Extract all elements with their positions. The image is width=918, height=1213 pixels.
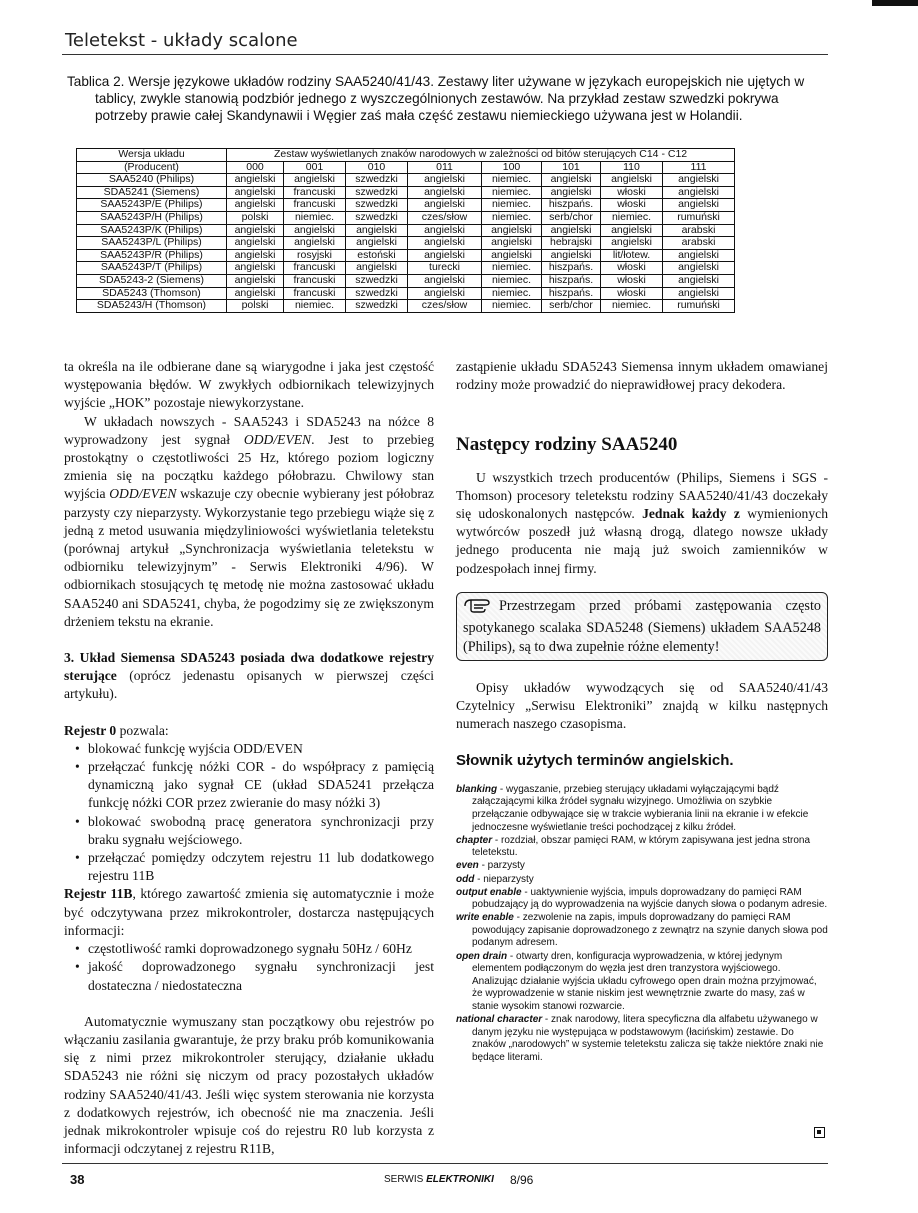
table-row [77, 262, 735, 275]
table-code-header: 100 [482, 161, 542, 174]
list-item: • przełączać pomiędzy odczytem rejestru 11 lub dodatkowego rejestru 11B [88, 849, 434, 885]
glossary-entry [456, 784, 828, 834]
glossary-term: blanking [456, 783, 498, 795]
glossary-definition: - znak narodowy, litera specyficzna dla alfabetu używanego w danym języku nie występująca w podstawowym (łacińskim) zestawie. Do znaków „narodowych” w systemie teletekstu zalicza się także niektóre znaki nie będące literami. [472, 1014, 824, 1063]
warning-note-box [456, 592, 828, 661]
language-cell: niemiec. [601, 300, 663, 313]
table-row [77, 300, 735, 313]
language-cell: angielski [227, 186, 284, 199]
language-cell: szwedzki [346, 274, 408, 287]
language-cell: rosyjski [284, 249, 346, 262]
language-cell: angielski [482, 224, 542, 237]
language-cell: angielski [227, 237, 284, 250]
language-cell: angielski [227, 274, 284, 287]
language-cell: szwedzki [346, 174, 408, 187]
table-row [77, 174, 735, 187]
language-cell: włoski [601, 186, 663, 199]
language-cell: angielski [227, 224, 284, 237]
glossary-definition: - otwarty dren, konfiguracja wyprowadzenia, w której jedynym elementem podłączonym do węzła jest dren tranzystora wyjściowego. Analizując działanie wyjścia układu cyfrowego open drain można przyjmować, że wyprowadzenie w stanie niskim jest wewnętrznie zwarte do masy, zaś w stanie wysokim stanowi rozwarcie. [472, 950, 817, 1012]
glossary-entry [456, 1014, 828, 1064]
language-cell: angielski [408, 237, 482, 250]
chip-version-cell: SDA5243 (Thomson) [77, 287, 227, 300]
language-cell: angielski [542, 249, 601, 262]
language-cell: polski [227, 211, 284, 224]
language-cell: szwedzki [346, 186, 408, 199]
chip-version-cell: SDA5243/H (Thomson) [77, 300, 227, 313]
chip-version-cell: SAA5243P/R (Philips) [77, 249, 227, 262]
glossary-entry [456, 912, 828, 950]
language-cell: angielski [482, 237, 542, 250]
left-paragraph-odd-even: W układach nowszych - SAA5243 i SDA5243 na nóżce 8 wyprowadzony jest sygnał ODD/EVEN. Jest to przebieg prostokątny o częstotliwości 25 Hz, którego poziom logiczny zmienia się na początku każdego półobrazu. Chwilowy stan wyjścia ODD/EVEN wskazuje czy obecnie wybierany jest półobraz parzysty czy nieparzysty. Wykorzystanie tego przebiegu wiąże się z jedną z metod usuwania międzyliniowości wyświetlania teletekstu (porównaj artykuł „Synchronizacja wyświetlania teletekstu w odbiorniku telewizyjnym” - Serwis Elektroniki 4/96). W odbiornikach stosujących tę metodę nie można zastosować układu SAA5240 ani SDA5241, chyba, że pogodzimy się ze zwiększonym drżeniem tekstu na ekranie. [64, 413, 435, 629]
language-cell: angielski [408, 287, 482, 300]
language-cell: polski [227, 300, 284, 313]
language-cell: włoski [601, 287, 663, 300]
language-cell: angielski [346, 237, 408, 250]
language-cell: angielski [346, 262, 408, 275]
page-header-title: Teletekst - układy scalone [65, 30, 298, 51]
language-cell: angielski [284, 224, 346, 237]
language-cell: arabski [663, 224, 735, 237]
language-cell: czes/słow [408, 211, 482, 224]
glossary-definition: - wygaszanie, przebieg sterujący układami wyłączającymi bądź załączającymi kilka źródeł sygnału wizyjnego. Umożliwia on szybkie przełączanie odbywające się w trakcie wybierania linii na ekranie i w efekcie jednoczesne wyświetlanie treści pochodzącej z kilku źródeł. [472, 783, 809, 833]
language-cell: szwedzki [346, 211, 408, 224]
register-11b-list [64, 940, 434, 995]
language-cell: niemiec. [482, 274, 542, 287]
language-cell: niemiec. [482, 199, 542, 212]
warning-note-text: Przestrzegam przed próbami zastępowania często spotykanego scalaka SDA5248 (Siemens) układem SAA5248 (Philips), są to dwa zupełnie różne elementy! [463, 597, 821, 655]
table-code-header: 011 [408, 161, 482, 174]
table-code-header: 111 [663, 161, 735, 174]
glossary-term: even [456, 860, 479, 872]
language-cell: niemiec. [601, 211, 663, 224]
language-cell: angielski [227, 249, 284, 262]
table-row [77, 287, 735, 300]
language-cell: estoński [346, 249, 408, 262]
language-cell: angielski [663, 174, 735, 187]
language-cell: hiszpańs. [542, 262, 601, 275]
table-row [77, 249, 735, 262]
page-number: 38 [70, 1172, 85, 1187]
language-cell: hiszpańs. [542, 287, 601, 300]
chip-version-cell: SAA5243P/H (Philips) [77, 211, 227, 224]
glossary-term: write enable [456, 912, 514, 924]
table-row [77, 199, 735, 212]
language-cell: niemiec. [482, 174, 542, 187]
table-row [77, 274, 735, 287]
language-cell: lit/łotew. [601, 249, 663, 262]
language-cell: angielski [408, 199, 482, 212]
language-cell: angielski [663, 262, 735, 275]
chip-version-cell: SAA5243P/K (Philips) [77, 224, 227, 237]
top-edge-mark [872, 0, 918, 6]
language-cell: rumuński [663, 211, 735, 224]
language-cell: angielski [663, 199, 735, 212]
chip-version-cell: SDA5241 (Siemens) [77, 186, 227, 199]
chip-version-cell: SAA5243P/E (Philips) [77, 199, 227, 212]
glossary-entry [456, 874, 828, 887]
issue-number: 8/96 [510, 1173, 534, 1187]
list-item: • jakość doprowadzonego sygnału synchronizacji jest dostateczna / niedostateczna [88, 958, 434, 994]
glossary-term: odd [456, 873, 475, 885]
language-cell: francuski [284, 199, 346, 212]
language-cell: angielski [227, 174, 284, 187]
table-header-producer: (Producent) [77, 161, 227, 174]
language-cell: angielski [227, 262, 284, 275]
language-cell: angielski [542, 224, 601, 237]
glossary-definition: - uaktywnienie wyjścia, impuls doprowadzany do pamięci RAM pobudzający ją do wyprowadzenia na wyjście danych słowa o podanym adresie. [472, 886, 828, 911]
language-versions-table [76, 148, 735, 313]
language-cell: niemiec. [284, 300, 346, 313]
glossary-term: national character [456, 1014, 543, 1026]
language-cell: angielski [542, 186, 601, 199]
language-cell: angielski [408, 174, 482, 187]
language-cell: angielski [284, 237, 346, 250]
glossary [456, 784, 828, 1065]
register-11b-intro: Rejestr 11B, którego zawartość zmienia się automatycznie i może być odczytywana przez mikrokontroler, dostarcza następujących informacji: [64, 886, 434, 938]
language-cell: niemiec. [482, 262, 542, 275]
language-cell: angielski [601, 237, 663, 250]
register-0-list [64, 740, 434, 886]
language-cell: angielski [284, 174, 346, 187]
language-cell: angielski [663, 186, 735, 199]
glossary-entry [456, 887, 828, 912]
language-cell: włoski [601, 274, 663, 287]
list-item: • częstotliwość ramki doprowadzonego sygnału 50Hz / 60Hz [88, 940, 434, 958]
language-cell: francuski [284, 186, 346, 199]
language-cell: angielski [663, 274, 735, 287]
register-0-intro: Rejestr 0 pozwala: [64, 722, 169, 738]
glossary-entry [456, 835, 828, 860]
magazine-name: SERWIS ELEKTRONIKI [384, 1174, 494, 1185]
language-cell: angielski [663, 249, 735, 262]
language-cell: serb/chor [542, 300, 601, 313]
language-cell: angielski [227, 199, 284, 212]
table-header-group: Zestaw wyświetlanych znaków narodowych w zależności od bitów sterujących C14 - C12 [227, 149, 735, 162]
left-paragraph-sda5243: 3. Układ Siemensa SDA5243 posiada dwa dodatkowe rejestry sterujące (oprócz jedenastu opisanych w pierwszej części artykułu). [64, 650, 434, 702]
table-code-header: 101 [542, 161, 601, 174]
language-cell: hiszpańs. [542, 274, 601, 287]
language-cell: turecki [408, 262, 482, 275]
glossary-definition: - nieparzysty [474, 873, 534, 885]
language-cell: angielski [227, 287, 284, 300]
glossary-definition: - parzysty [478, 860, 525, 872]
language-cell: szwedzki [346, 199, 408, 212]
language-cell: arabski [663, 237, 735, 250]
table-code-header: 110 [601, 161, 663, 174]
list-item: • przełączać funkcję nóżki COR - do współpracy z pamięcią dynamiczną jako sygnał CE (układ SDA5241 przełącza funkcję nóżki COR przez zwieranie do masy nóżki 3) [88, 758, 434, 813]
language-cell: rumuński [663, 300, 735, 313]
language-cell: niemiec. [482, 186, 542, 199]
table-code-header: 000 [227, 161, 284, 174]
language-cell: szwedzki [346, 300, 408, 313]
table-row [77, 211, 735, 224]
right-paragraph-successors: U wszystkich trzech producentów (Philips, Siemens i SGS - Thomson) procesory teletekstu rodziny SAA5240/41/43 doczekały się udoskonalonych następców. Jednak każdy z wymienionych wytwórców poszedł już własną drogą, dlatego nowsze układy jednego producenta nie mają już swoich zamienników w podzespołach innej firmy. [456, 469, 828, 576]
glossary-entry [456, 951, 828, 1014]
language-cell: angielski [663, 287, 735, 300]
right-paragraph-1: zastąpienie układu SDA5243 Siemensa innym układem omawianej rodziny może prowadzić do nieprawidłowej pracy dekodera. [456, 359, 828, 393]
section-title: Następcy rodziny SAA5240 [456, 434, 678, 456]
language-cell: niemiec. [482, 300, 542, 313]
language-cell: hiszpańs. [542, 199, 601, 212]
language-cell: niemiec. [284, 211, 346, 224]
language-cell: angielski [601, 224, 663, 237]
language-cell: francuski [284, 274, 346, 287]
table-caption: Tablica 2. Wersje językowe układów rodziny SAA5240/41/43. Zestawy liter używane w językach europejskich nie ujętych w tablicy, zwykle stanowią podzbiór jednego z wyszczególnionych zestawów. Na przykład zestaw szwedzki pokrywa potrzeby prawie całej Skandynawii i Węgier zaś mała część zestawu niemieckiego używana jest w Holandii. [67, 74, 805, 123]
chip-version-cell: SAA5243P/L (Philips) [77, 237, 227, 250]
language-cell: niemiec. [482, 211, 542, 224]
language-cell: francuski [284, 287, 346, 300]
left-paragraph-1: ta określa na ile odbierane dane są wiarygodne i jaka jest częstość występowania błędów. W zwykłych odbiornikach telewizyjnych wyjście „HOK” pozostaje niewykorzystane. [64, 359, 434, 411]
chip-version-cell: SAA5243P/T (Philips) [77, 262, 227, 275]
language-cell: angielski [542, 174, 601, 187]
table-header-version: Wersja układu [77, 149, 227, 162]
right-paragraph-3: Opisy układów wywodzących się od SAA5240/41/43 Czytelnicy „Serwisu Elektroniki” znajdą w kilku następnych numerach naszego czasopisma. [456, 680, 828, 732]
table-row [77, 237, 735, 250]
language-cell: angielski [408, 249, 482, 262]
left-paragraph-final: Automatycznie wymuszany stan początkowy obu rejestrów po włączaniu zasilania gwarantuje, że przy braku prób komunikowania się z nimi przez mikrokontroler sterujący, działanie układu SDA5243 nie różni się niczym od pracy pozostałych układów rodziny SAA5240/41/43. Jeśli więc system sterowania nie korzysta z dodatkowych rejestrów, ich obecność nie ma znaczenia. Jeśli jednak mikrokontroler wpisuje coś do rejestru R0 lub korzysta z informacji odczytanej z rejestru R11B, [64, 1013, 434, 1157]
header-divider [62, 54, 828, 55]
left-column [64, 358, 434, 1158]
language-cell: angielski [601, 174, 663, 187]
right-column [456, 358, 828, 1065]
glossary-definition: - zezwolenie na zapis, impuls doprowadzany do pamięci RAM powodujący zapisanie doprowadzonego z zewnątrz na szynie danych słowa pod podanym adresem. [472, 912, 828, 949]
end-of-article-mark [814, 1127, 825, 1138]
language-cell: francuski [284, 262, 346, 275]
language-cell: hebrajski [542, 237, 601, 250]
chip-version-cell: SDA5243-2 (Siemens) [77, 274, 227, 287]
language-cell: niemiec. [482, 287, 542, 300]
footer-divider [62, 1163, 828, 1164]
list-item: • blokować funkcję wyjścia ODD/EVEN [88, 740, 434, 758]
glossary-term: open drain [456, 950, 508, 962]
language-cell: serb/chor [542, 211, 601, 224]
language-cell: włoski [601, 199, 663, 212]
table-row [77, 186, 735, 199]
table-row [77, 224, 735, 237]
glossary-term: chapter [456, 834, 493, 846]
table-code-header: 010 [346, 161, 408, 174]
pointing-hand-icon [463, 596, 493, 619]
language-cell: włoski [601, 262, 663, 275]
glossary-entry [456, 860, 828, 873]
glossary-term: output enable [456, 886, 522, 898]
language-cell: szwedzki [346, 287, 408, 300]
table-code-header: 001 [284, 161, 346, 174]
language-cell: angielski [408, 274, 482, 287]
glossary-title: Słownik użytych terminów angielskich. [456, 751, 734, 769]
language-cell: angielski [482, 249, 542, 262]
chip-version-cell: SAA5240 (Philips) [77, 174, 227, 187]
language-cell: czes/słow [408, 300, 482, 313]
glossary-definition: - rozdział, obszar pamięci RAM, w którym zapisywana jest jedna strona teletekstu. [472, 834, 811, 859]
language-cell: angielski [346, 224, 408, 237]
list-item: • blokować swobodną pracę generatora synchronizacji przy braku sygnału wejściowego. [88, 813, 434, 849]
language-cell: angielski [408, 186, 482, 199]
language-cell: angielski [408, 224, 482, 237]
